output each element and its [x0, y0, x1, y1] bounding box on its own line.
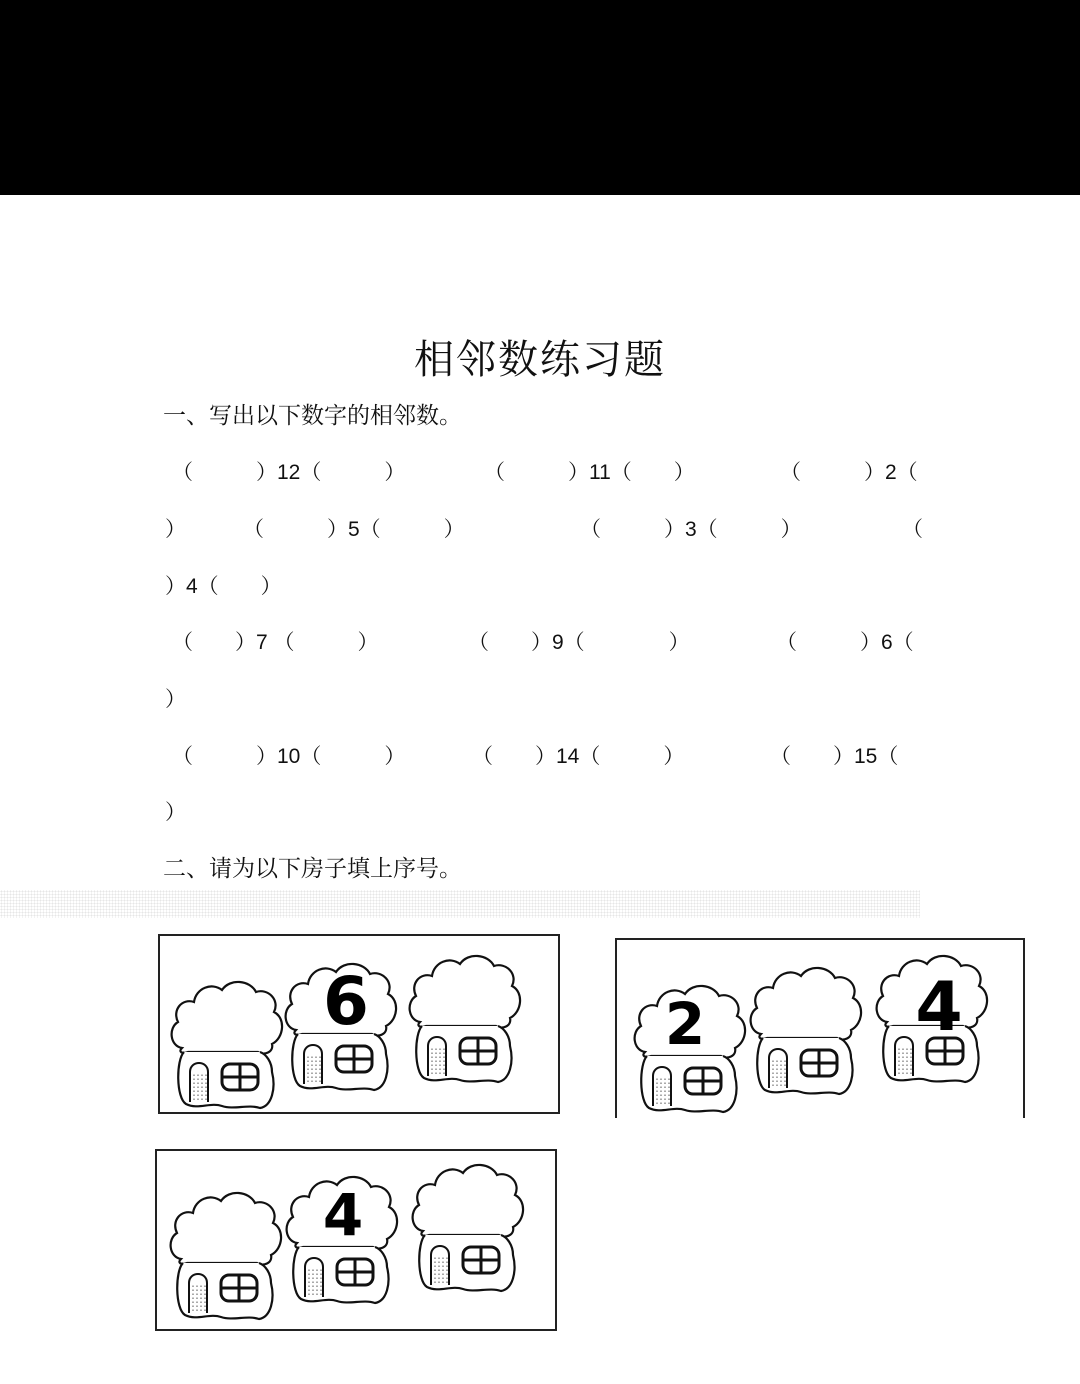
- top-black-bar: [0, 0, 1080, 195]
- exercise-item: ）: [165, 801, 186, 824]
- house-icon: [413, 1165, 523, 1291]
- house-icon: [171, 1193, 281, 1319]
- house-panel-2: [615, 938, 1025, 1118]
- house-panel-1: [158, 934, 560, 1114]
- exercise-item: （ ）7 （ ）: [172, 631, 379, 654]
- scan-noise-strip: [0, 890, 920, 918]
- exercise-item: ）: [165, 688, 186, 711]
- exercise-item: ）4（ ）: [165, 575, 282, 598]
- section-2-heading: 二、请为以下房子填上序号。: [163, 856, 462, 882]
- house-icon: [751, 968, 861, 1094]
- house-number: 2: [664, 990, 706, 1058]
- exercise-item: （ ）5（ ）: [243, 518, 465, 541]
- house-number: 4: [915, 968, 963, 1047]
- exercise-item: （ ）15（: [770, 745, 899, 768]
- exercise-item: ）: [165, 518, 186, 541]
- page-title: 相邻数练习题: [414, 337, 666, 383]
- house-number: 4: [322, 1181, 364, 1249]
- house-icon: [410, 956, 520, 1082]
- exercise-item: （ ）10（ ）: [172, 745, 406, 768]
- exercise-item: （ ）14（ ）: [472, 745, 685, 768]
- house-icon: [172, 982, 282, 1108]
- house-number: 6: [323, 963, 369, 1040]
- exercise-item: （ ）3（ ）: [580, 518, 802, 541]
- house-panel-3-drawing: [157, 1151, 555, 1329]
- exercise-item: （ ）2（: [780, 461, 918, 484]
- house-panel-2-drawing: [617, 940, 1023, 1118]
- exercise-item: （: [902, 518, 923, 541]
- exercise-item: （ ）6（: [776, 631, 914, 654]
- house-panel-1-drawing: [160, 936, 558, 1112]
- exercise-item: （ ）11（ ）: [484, 461, 695, 484]
- house-panel-3: [155, 1149, 557, 1331]
- section-1-heading: 一、写出以下数字的相邻数。: [163, 403, 462, 429]
- exercise-item: （ ）12（ ）: [172, 461, 406, 484]
- exercise-item: （ ）9（ ）: [468, 631, 690, 654]
